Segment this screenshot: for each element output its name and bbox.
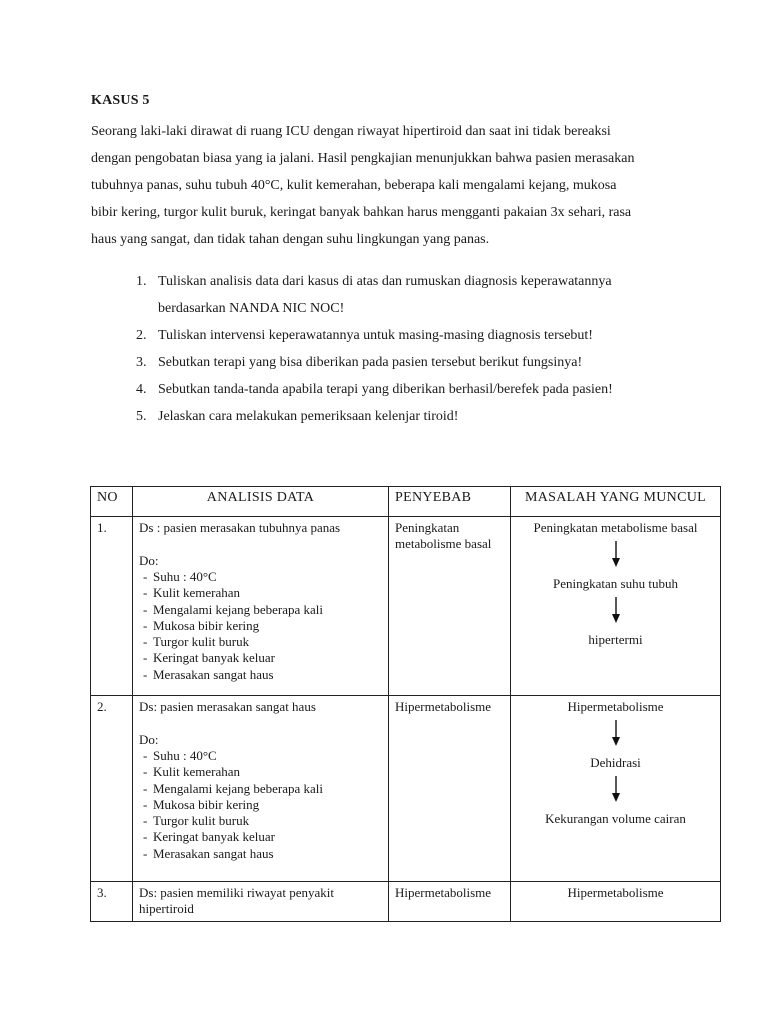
down-arrow-icon <box>610 596 622 624</box>
list-item: - Suhu : 40°C <box>143 569 382 585</box>
header-masalah: MASALAH YANG MUNCUL <box>511 487 721 517</box>
list-item: - Kulit kemerahan <box>143 764 382 780</box>
analysis-table <box>90 486 721 922</box>
problem-step: Peningkatan suhu tubuh <box>553 576 678 591</box>
objective-data-list <box>139 569 382 683</box>
case-description <box>91 118 691 253</box>
question-text <box>136 322 696 349</box>
question-line: Tuliskan analisis data dari kasus di atas dan rumuskan diagnosis keperawatannya <box>158 274 612 289</box>
list-item: - Kulit kemerahan <box>143 585 382 601</box>
question-item <box>136 349 696 376</box>
list-item: - Keringat banyak keluar <box>143 650 382 666</box>
problem-step: Hipermetabolisme <box>567 885 664 900</box>
down-arrow-icon <box>610 775 622 803</box>
problem-flow <box>517 885 714 901</box>
list-item: - Turgor kulit buruk <box>143 634 382 650</box>
problem-step: Hipermetabolisme <box>567 699 664 714</box>
cell-analisis <box>133 696 389 882</box>
table-row <box>91 696 721 882</box>
question-number: 5. <box>136 409 147 424</box>
list-item: - Merasakan sangat haus <box>143 667 382 683</box>
question-item <box>136 268 696 322</box>
cell-masalah <box>511 696 721 882</box>
cell-masalah <box>511 517 721 696</box>
table-row <box>91 517 721 696</box>
list-item: - Mengalami kejang beberapa kali <box>143 781 382 797</box>
question-item <box>136 403 696 430</box>
table-row <box>91 882 721 922</box>
down-arrow-icon <box>610 540 622 568</box>
cell-no: 3. <box>91 882 133 922</box>
question-text <box>136 349 696 376</box>
question-text <box>136 376 696 403</box>
question-list <box>136 268 696 430</box>
objective-data-label: Do: <box>139 553 159 568</box>
question-line: Sebutkan tanda-tanda apabila terapi yang diberikan berhasil/berefek pada pasien! <box>158 382 613 397</box>
case-heading: KASUS 5 <box>91 93 150 108</box>
cause-text-part: Hipermetabolisme <box>395 699 492 714</box>
question-text <box>136 403 696 430</box>
case-description-line: tubuhnya panas, suhu tubuh 40°C, kulit kemerahan, beberapa kali mengalami kejang, mukosa <box>91 178 617 193</box>
list-item: - Merasakan sangat haus <box>143 846 382 862</box>
list-item: - Mukosa bibir kering <box>143 797 382 813</box>
question-item <box>136 376 696 403</box>
cell-penyebab <box>389 882 511 922</box>
list-item: - Turgor kulit buruk <box>143 813 382 829</box>
problem-step: Dehidrasi <box>590 755 641 770</box>
list-item: - Mengalami kejang beberapa kali <box>143 602 382 618</box>
cell-no: 2. <box>91 696 133 882</box>
cause-text <box>395 699 504 715</box>
question-number: 1. <box>136 274 147 289</box>
question-line: Sebutkan terapi yang bisa diberikan pada pasien tersebut berikut fungsinya! <box>158 355 583 370</box>
problem-step: Peningkatan metabolisme basal <box>533 520 698 535</box>
list-item: - Suhu : 40°C <box>143 748 382 764</box>
problem-step: Kekurangan volume cairan <box>545 811 686 826</box>
question-text <box>136 268 696 322</box>
question-line: Tuliskan intervensi keperawatannya untuk masing-masing diagnosis tersebut! <box>158 328 593 343</box>
case-description-line: bibir kering, turgor kulit buruk, keringat banyak bahkan harus mengganti pakaian 3x sehari, rasa <box>91 205 632 220</box>
case-description-line: Seorang laki-laki dirawat di ruang ICU dengan riwayat hipertiroid dan saat ini tidak bereaksi <box>91 124 611 139</box>
problem-step: hipertermi <box>588 632 643 647</box>
problem-flow <box>517 520 714 648</box>
cause-text: Hipermetabolisme <box>395 885 492 900</box>
header-penyebab: PENYEBAB <box>389 487 511 517</box>
down-arrow-icon <box>610 719 622 747</box>
objective-data-label: Do: <box>139 732 159 747</box>
subjective-data: Ds: pasien merasakan sangat haus <box>139 699 316 714</box>
header-analisis-data: ANALISIS DATA <box>133 487 389 517</box>
case-description-line: haus yang sangat, dan tidak tahan dengan suhu lingkungan yang panas. <box>91 232 490 247</box>
table-header-row <box>91 487 721 517</box>
question-line: Jelaskan cara melakukan pemeriksaan kelenjar tiroid! <box>158 409 459 424</box>
question-number: 4. <box>136 382 147 397</box>
problem-flow <box>517 699 714 827</box>
cell-masalah <box>511 882 721 922</box>
cell-penyebab <box>389 517 511 696</box>
cell-analisis <box>133 517 389 696</box>
list-item: - Keringat banyak keluar <box>143 829 382 845</box>
header-no: NO <box>91 487 133 517</box>
subjective-data: Ds : pasien merasakan tubuhnya panas <box>139 520 341 535</box>
question-number: 3. <box>136 355 147 370</box>
objective-data-list <box>139 748 382 862</box>
question-number: 2. <box>136 328 147 343</box>
case-description-line: dengan pengobatan biasa yang ia jalani. Hasil pengkajian menunjukkan bahwa pasien merasakan <box>91 151 635 166</box>
cell-analisis <box>133 882 389 922</box>
list-item: - Mukosa bibir kering <box>143 618 382 634</box>
cell-penyebab <box>389 696 511 882</box>
cell-no: 1. <box>91 517 133 696</box>
subjective-data: Ds: pasien memiliki riwayat penyakit hipertiroid <box>139 885 334 916</box>
cause-text: Peningkatan metabolisme basal <box>395 520 492 551</box>
question-line: berdasarkan NANDA NIC NOC! <box>158 301 345 316</box>
question-item <box>136 322 696 349</box>
